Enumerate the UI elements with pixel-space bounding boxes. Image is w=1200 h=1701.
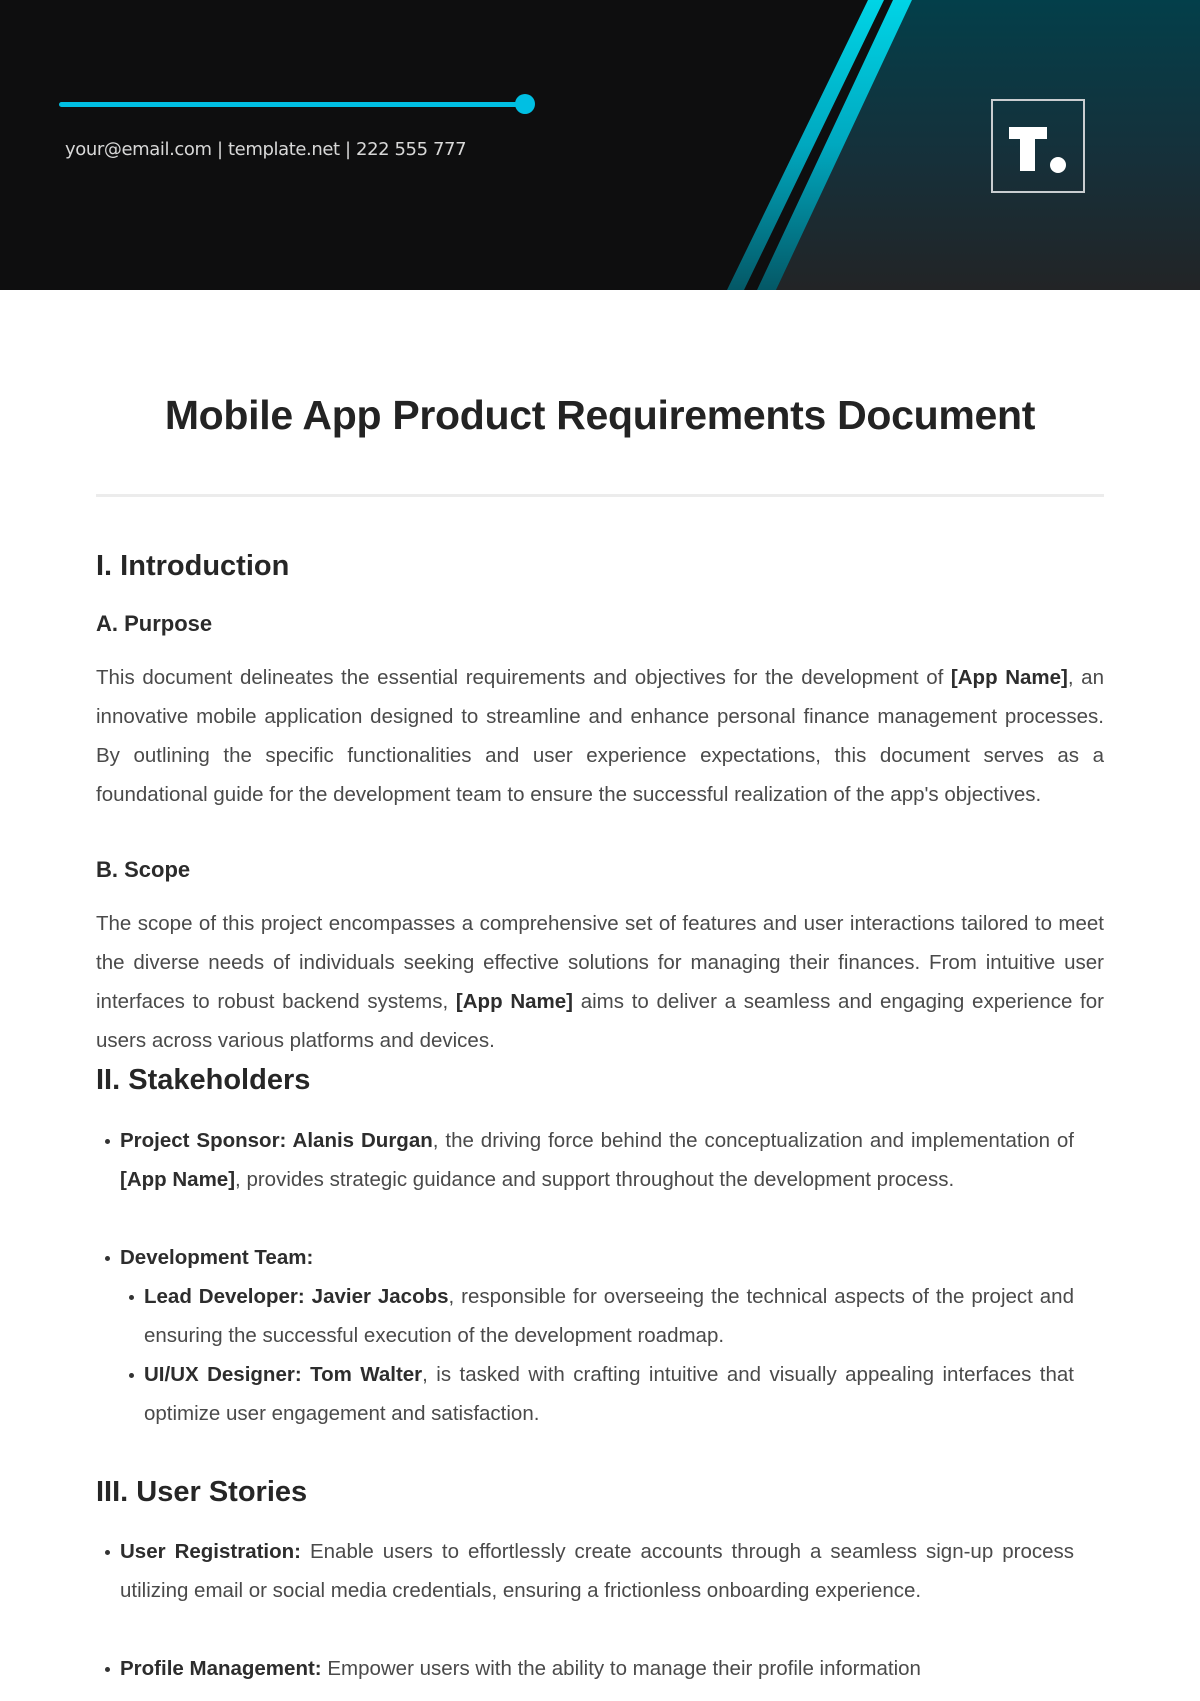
app-name-placeholder: [App Name]	[950, 666, 1068, 689]
story-text: Enable users to effortlessly create accounts through a seamless sign-up process utilizing email or social media credentials, ensuring a frictionless onboarding experience.	[120, 1540, 1074, 1602]
list-item-user-story	[96, 1649, 1074, 1688]
stakeholders-list	[96, 1121, 1074, 1433]
purpose-paragraph	[96, 658, 1104, 814]
document-header	[0, 0, 1200, 290]
section-heading-stakeholders: II. Stakeholders	[96, 1064, 311, 1096]
subsection-heading-scope: B. Scope	[96, 857, 191, 882]
app-name-placeholder: [App Name]	[455, 990, 573, 1013]
story-label: User Registration:	[120, 1540, 301, 1563]
sponsor-text: , the driving force behind the conceptualization and implementation of	[432, 1129, 1074, 1152]
story-text: Empower users with the ability to manage their profile information	[321, 1657, 921, 1680]
section-heading-user-stories: III. User Stories	[96, 1476, 308, 1508]
header-accent-dot	[515, 94, 535, 114]
logo-t-stem	[1020, 127, 1035, 171]
user-stories-list	[96, 1532, 1074, 1688]
subsection-heading-purpose: A. Purpose	[96, 611, 213, 636]
member-label: Lead Developer: Javier Jacobs	[144, 1285, 449, 1308]
app-name-placeholder: [App Name]	[120, 1168, 236, 1191]
sponsor-label: Project Sponsor: Alanis Durgan	[120, 1129, 433, 1152]
member-label: UI/UX Designer: Tom Walter	[144, 1363, 423, 1386]
story-label: Profile Management:	[120, 1657, 322, 1680]
purpose-text: , an innovative mobile application designed to streamline and enhance personal finance management processes. By outlining the specific functionalities and user experience expectations, this document serves as a foundational guide for the development team to ensure the successful realization of the app's objectives.	[96, 666, 1104, 806]
list-item-development-team	[96, 1238, 1074, 1433]
member-text: , responsible for overseeing the technical aspects of the project and ensuring the successful execution of the development roadmap.	[144, 1285, 1074, 1347]
list-item-team-member	[120, 1355, 1074, 1433]
scope-paragraph	[96, 904, 1104, 1060]
team-label: Development Team:	[120, 1246, 314, 1269]
contact-info: your@email.com | template.net | 222 555 777	[65, 139, 467, 160]
team-members-list	[120, 1277, 1074, 1433]
scope-text: aims to deliver a seamless and engaging experience for users across various platforms and devices.	[96, 990, 1104, 1052]
logo-dot	[1050, 157, 1066, 173]
purpose-text: This document delineates the essential requirements and objectives for the development of	[96, 666, 951, 689]
sponsor-text: , provides strategic guidance and support throughout the development process.	[235, 1168, 955, 1191]
list-item-user-story	[96, 1532, 1074, 1610]
page-title: Mobile App Product Requirements Document	[164, 392, 1036, 438]
header-accent-line	[59, 102, 525, 107]
template-logo-icon	[991, 99, 1085, 193]
list-item-team-member	[120, 1277, 1074, 1355]
member-text: , is tasked with crafting intuitive and visually appealing interfaces that optimize user engagement and satisfaction.	[144, 1363, 1074, 1425]
section-heading-introduction: I. Introduction	[96, 550, 290, 582]
scope-text: The scope of this project encompasses a comprehensive set of features and user interactions tailored to meet the diverse needs of individuals seeking effective solutions for managing their finances. From intuitive user interfaces to robust backend systems,	[96, 912, 1104, 1013]
list-item-sponsor	[96, 1121, 1074, 1199]
title-divider	[96, 494, 1104, 497]
